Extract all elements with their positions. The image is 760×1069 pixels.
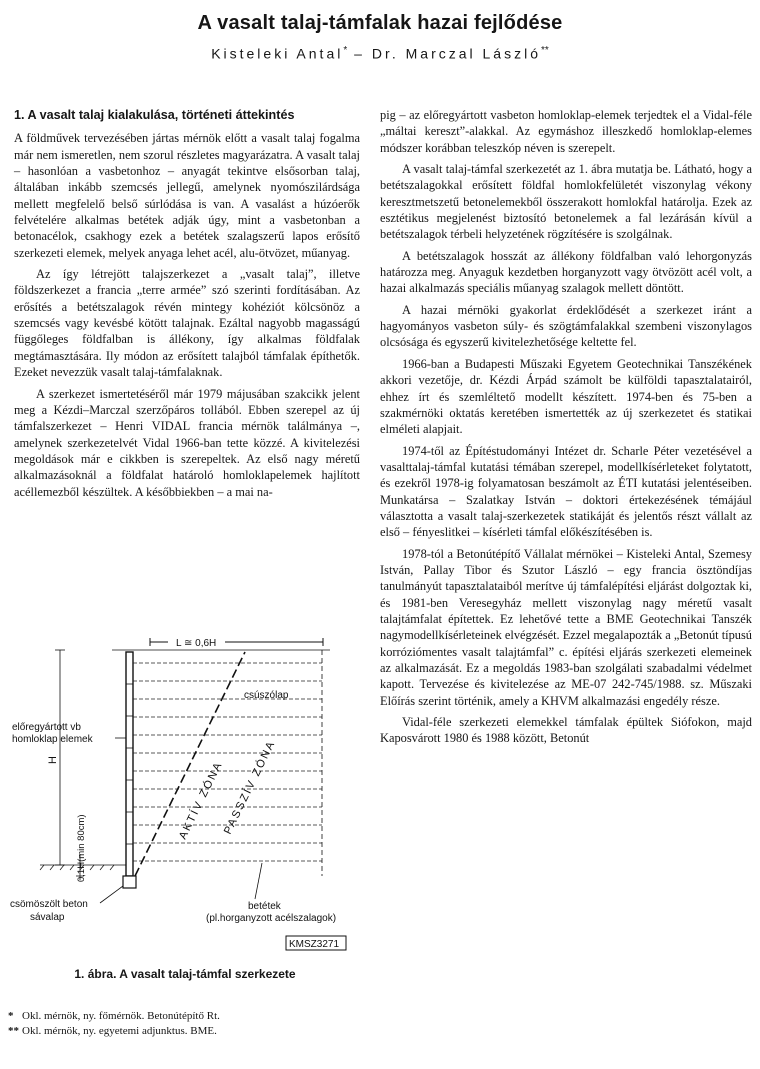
paragraph: Az így létrejött talajszerkezet a „vasalt talaj”, illetve földszerkezet a francia „terre armée” szó szerinti fordításában. Az erősítés a betétszalagok révén mintegy kohéziót kölcsönöz a szemcsés vagy kevésbé kötött talajnak. Ezáltal nagyobb magasságú függőleges földfalban is állékony, így alkalmas földfalak megtámasztására. Ily módon az erősített talajból támfalak építhetők. Ezeket nevezzük vasalt talaj-támfalaknak. (14, 267, 360, 380)
strips-label-2: (pl.horganyzott acélszalagok) (206, 913, 337, 924)
left-column (14, 107, 360, 505)
facing-label-1: előregyártott vb (12, 722, 81, 733)
embedment-label: 0,1H(min 80cm) (76, 814, 87, 882)
dimension-L-label: L ≅ 0,6H (176, 638, 217, 649)
pad-leader-line (100, 886, 123, 903)
strips-label-1: betétek (248, 901, 281, 912)
pad-label-2: sávalap (30, 912, 65, 923)
facing-label-2: homloklap elemek (12, 734, 93, 745)
paragraph: A hazai mérnöki gyakorlat érdeklődését a szerkezet iránt a hagyományos vasbeton súly- és szögtámfalakkal szembeni viszonylagos olcsósága és egyszerű kivitelezhetősége keltette fel. (380, 302, 752, 350)
article-title: A vasalt talaj-támfalak hazai fejlődése (197, 12, 563, 34)
footnote-2 (8, 1024, 358, 1039)
paragraph: A vasalt talaj-támfal szerkezetét az 1. ábra mutatja be. Látható, hogy a betétszalagokkal erősített földfal homlokfelületét viszonylag vékony keresztmetszetű betonelemekből összerakott homlokfal határolja. Ezek az esztétikus megjelenést biztosító betonelemek a fal lezárásán kívül a betétszalagok térbeli helyzetének rögzítésére is szolgálnak. (380, 162, 752, 242)
dimension-L (150, 638, 323, 649)
author-separator: – (347, 45, 372, 62)
paragraph: Vidal-féle szerkezeti elemekkel támfalak épültek Siófokon, majd Kaposvárott 1980 és 1988 között, Betonút (380, 715, 752, 746)
author-2: Dr. Marczal László (371, 45, 541, 62)
strips-leader-line (255, 863, 262, 899)
passive-zone-label: PASSZÍV ZÓNA (221, 738, 278, 837)
paragraph: A földművek tervezésében jártas mérnök előtt a vasalt talaj fogalma már nem ismeretlen, nem szorul részletes magyarázatra. A vasalt talaj – hasonlóan a vasbetonhoz – anyagát tekintve elsősorban talaj, általában inkább szemcsés jellegű, amelynek nyomószilárdsága mellett megfelelő belső súrlódása is van. A vasalást a húzóerők felvételére alkalmas betétek adják úgy, mint a vasbetonban a betonacélok, csakhogy ezek a betétek szalagszerű lapos erősítő szerkezeti elemek, melyek anyaga lehet acél, alu-ötvözet, műanyag. (14, 131, 360, 260)
paragraph: 1978-tól a Betonútépítő Vállalat mérnökei – Kisteleki Antal, Szemesy István, Pallay Tibor és Szutor László – egy francia ösztöndíjas tanulmányút tapasztalataiból merítve új támfalépítési eljárást dolgoztak ki, és 1981-ben Veresegyház mellett viszonylag nagy méretű vasalt talajtámfalat építettek. Ez lehetővé tette a BME Geotechnikai Tanszék nagymodellkísérleteinek elvégzését. Ezzel megalapozták a „Betonút típusú korróziómentes vasalt talajtámfal” c. építési eljárás szerkezeti elemeinek az alkalmazását. Ez a megoldás 1983-ban szolgálati szabadalmi védelmet kapott. Tervezése és kivitelezése az ME-07 242-745/1988. sz. Műszaki Előírás szerint történik, amely a KHVM alkalmazási engedély része. (380, 546, 752, 708)
author-1: Kisteleki Antal (211, 45, 344, 62)
slip-surface-label: csúszólap (244, 690, 289, 701)
author-2-mark: ** (541, 45, 549, 56)
dimension-H-label: H (47, 756, 59, 764)
retaining-wall-diagram (0, 620, 370, 990)
footnote-1 (8, 1009, 358, 1024)
facing-panel-joints (126, 684, 133, 844)
figure-caption: 1. ábra. A vasalt talaj-támfal szerkezete (74, 967, 296, 981)
paragraph: 1966-ban a Budapesti Műszaki Egyetem Geotechnikai Tanszékének akkori vezetője, dr. Kézdi Árpád számolt be külföldi tapasztalatairól, ehhez írt és szemléltető modellt készített. 1974-ben és 75-ben a szakmérnöki oktatás keretében ismertették az új szerkezetet és statikai elméleti alapjait. (380, 356, 752, 437)
footnote-2-text: Okl. mérnök, ny. egyetemi adjunktus. BME. (22, 1025, 217, 1037)
dimension-H (47, 650, 65, 865)
drawing-code: KMSZ3271 (289, 939, 340, 950)
footnotes (8, 1009, 358, 1039)
section-heading: 1. A vasalt talaj kialakulása, történeti áttekintés (14, 108, 295, 122)
active-zone-label: AKTÍV ZÓNA (176, 759, 226, 842)
author-1-mark: * (343, 45, 348, 56)
footnote-1-mark: * (8, 1010, 14, 1022)
levelling-pad (123, 876, 136, 888)
paragraph: 1974-től az Építéstudományi Intézet dr. Scharle Péter vezetésével a vasalttalaj-támfal kutatási témában szerepel, modellkísérleteket folytatott, és ezekről 1978-ig folyamatosan beszámolt az ÉTI kutatási jelentéseiben. Munkatársa – Szalatkay István – doktori értekezésének témájául választotta a vasalt talaj-szerkezetek statikáját és jelentős részt vállalt az első – fényeslitkei – kísérleti támfal előkészítésében is. (380, 443, 752, 540)
dimension-embedment (76, 814, 87, 882)
right-column (380, 107, 752, 752)
pad-label-1: csömöszölt beton (10, 899, 88, 910)
author-line (0, 45, 760, 62)
paragraph: pig – az előregyártott vasbeton homloklap-elemek terjedtek el a Vidal-féle „máltai kereszt”-alakkal. Az egymáshoz illeszkedő homloklap-elemes módszer korábban teleszkóp néven is szerepelt. (380, 108, 752, 155)
paragraph: A szerkezet ismertetéséről már 1979 májusában szakcikk jelent meg a Kézdi–Marczal szerzőpáros tollából. Ebben szerepel az új támfalszerkezet – Henri VIDAL francia mérnök találmánya –, amelynek szerkezetelvét Vidal 1966-ban tette közzé. A kivitelezési megoldások már e cikkben is szerepeltek. Az első nagy méretű alkalmazásoknál a földfalat határoló homloklapelemek hajlított acéllemezből készültek. A későbbiekben – a mai na- (14, 386, 360, 499)
facing-panels (126, 652, 133, 876)
footnote-2-mark: ** (8, 1025, 19, 1037)
paragraph: A betétszalagok hosszát az állékony földfalban való lehorgonyzás határozza meg. Anyaguk kezdetben horganyzott vagy ötvözött acél volt, a hazai alkalmazás speciális műanyag szalagok mellett döntött. (380, 248, 752, 296)
footnote-1-text: Okl. mérnök, ny. főmérnök. Betonútépítő Rt. (22, 1010, 220, 1022)
slip-surface-line (135, 652, 245, 876)
